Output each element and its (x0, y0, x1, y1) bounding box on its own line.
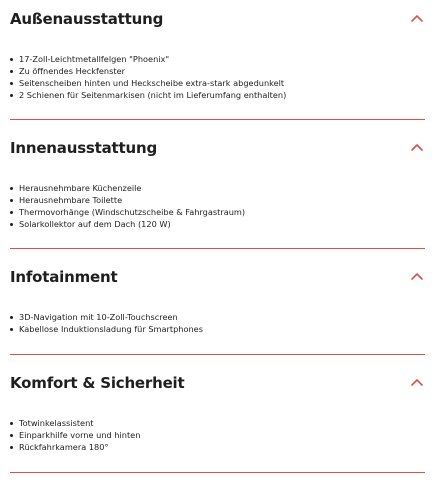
chevron-up-icon[interactable] (410, 271, 424, 281)
list-item: Zu öffnendes Heckfenster (19, 65, 286, 77)
bullet-icon (10, 328, 13, 331)
list-item: 3D-Navigation mit 10-Zoll-Touchscreen (19, 311, 203, 323)
feature-list (19, 182, 245, 230)
bullet-icon (10, 223, 13, 226)
section-title: Außenausstattung (10, 10, 164, 28)
section-divider (10, 472, 425, 473)
list-item: Thermovorhänge (Windschutzscheibe & Fahrgastraum) (19, 206, 245, 218)
chevron-up-icon[interactable] (410, 377, 424, 387)
list-item: Totwinkelassistent (19, 417, 140, 429)
feature-list (19, 417, 140, 453)
bullet-icon (10, 316, 13, 319)
chevron-up-icon[interactable] (410, 142, 424, 152)
bullet-icon (10, 446, 13, 449)
feature-list (19, 53, 286, 101)
list-item: 2 Schienen für Seitenmarkisen (nicht im Lieferumfang enthalten) (19, 89, 286, 101)
feature-list (19, 311, 203, 335)
bullet-icon (10, 434, 13, 437)
list-item: Einparkhilfe vorne und hinten (19, 429, 140, 441)
bullet-icon (10, 58, 13, 61)
section-title: Innenausstattung (10, 139, 157, 157)
list-item: Seitenscheiben hinten und Heckscheibe extra-stark abgedunkelt (19, 77, 286, 89)
bullet-icon (10, 187, 13, 190)
list-item: Kabellose Induktionsladung für Smartphones (19, 323, 203, 335)
list-item: 17-Zoll-Leichtmetallfelgen "Phoenix" (19, 53, 286, 65)
bullet-icon (10, 82, 13, 85)
list-item: Solarkollektor auf dem Dach (120 W) (19, 218, 245, 230)
section-header-aussenausstattung[interactable] (0, 4, 438, 40)
bullet-icon (10, 422, 13, 425)
section-divider (10, 248, 425, 249)
section-header-komfort-sicherheit[interactable] (0, 368, 438, 404)
bullet-icon (10, 199, 13, 202)
section-divider (10, 119, 425, 120)
section-header-infotainment[interactable] (0, 262, 438, 298)
chevron-up-icon[interactable] (410, 13, 424, 23)
bullet-icon (10, 211, 13, 214)
list-item: Herausnehmbare Küchenzeile (19, 182, 245, 194)
bullet-icon (10, 94, 13, 97)
section-divider (10, 354, 425, 355)
list-item: Herausnehmbare Toilette (19, 194, 245, 206)
section-header-innenausstattung[interactable] (0, 133, 438, 169)
section-title: Komfort & Sicherheit (10, 374, 185, 392)
bullet-icon (10, 70, 13, 73)
section-title: Infotainment (10, 268, 118, 286)
list-item: Rückfahrkamera 180° (19, 441, 140, 453)
